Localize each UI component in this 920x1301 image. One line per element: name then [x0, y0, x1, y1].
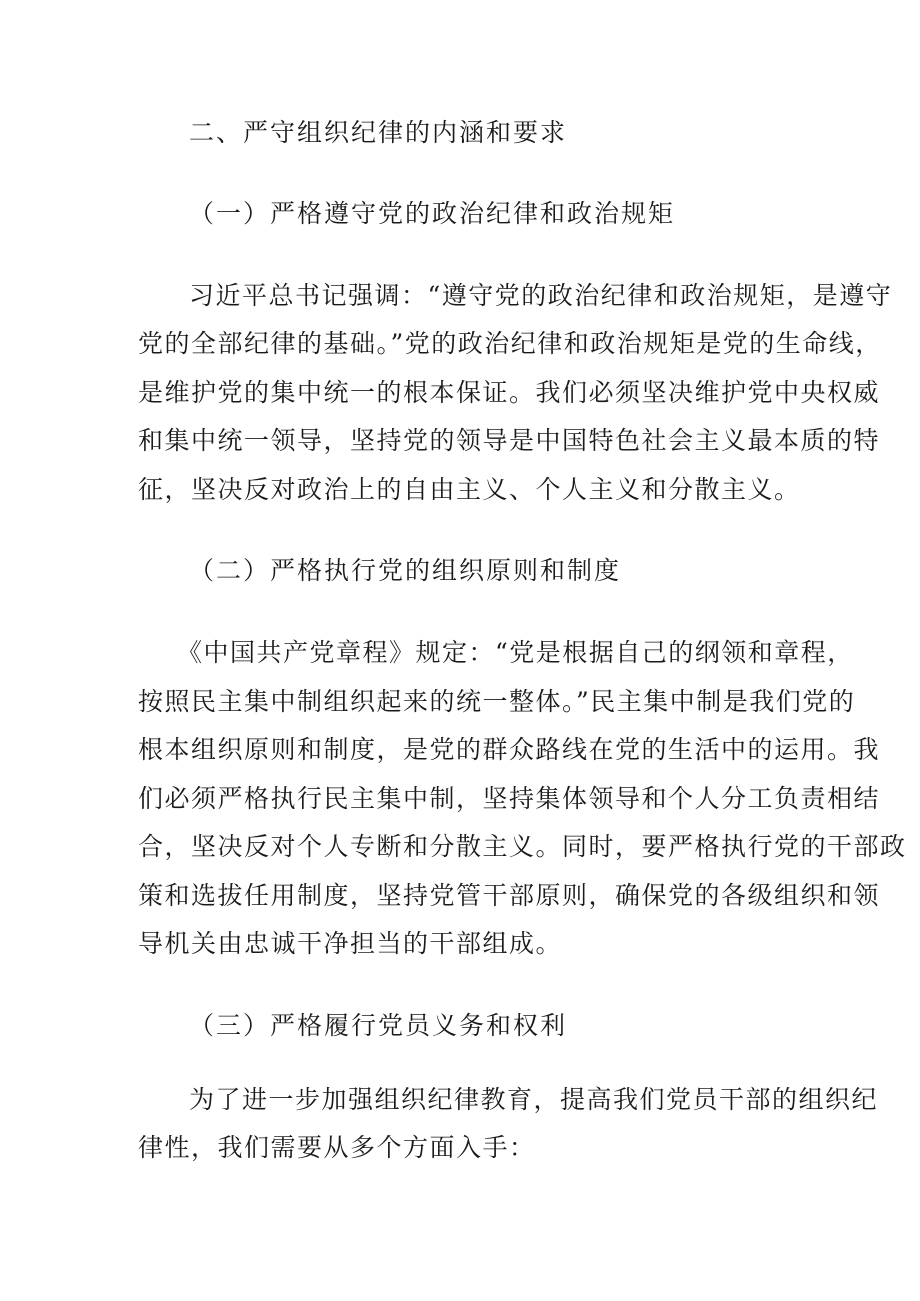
- paragraph-3-line-2: 律性，我们需要从多个方面入手：: [138, 1133, 536, 1162]
- paragraph-2-line-7: 导机关由忠诚干净担当的干部组成。: [138, 929, 563, 958]
- section-title: 二、严守组织纪律的内涵和要求: [189, 118, 568, 147]
- subsection-3-heading: （三）严格履行党员义务和权利: [189, 1011, 568, 1040]
- paragraph-2-line-5: 合，坚决反对个人专断和分散主义。同时，要严格执行党的干部政: [138, 832, 907, 861]
- paragraph-2-line-4: 们必须严格执行民主集中制，坚持集体领导和个人分工负责相结: [138, 784, 881, 813]
- paragraph-3-line-1: 为了进一步加强组织纪律教育，提高我们党员干部的组织纪: [189, 1085, 879, 1114]
- paragraph-1-line-2: 党的全部纪律的基础。”党的政治纪律和政治规矩是党的生命线，: [138, 329, 882, 358]
- subsection-2-heading: （二）严格执行党的组织原则和制度: [189, 556, 622, 585]
- paragraph-2-line-3: 根本组织原则和制度，是党的群众路线在党的生活中的运用。我: [138, 735, 881, 764]
- subsection-1-heading: （一）严格遵守党的政治纪律和政治规矩: [189, 199, 676, 228]
- paragraph-1-line-1: 习近平总书记强调：“遵守党的政治纪律和政治规矩，是遵守: [189, 281, 893, 310]
- paragraph-1-line-3: 是维护党的集中统一的根本保证。我们必须坚决维护党中央权威: [138, 378, 881, 407]
- paragraph-1-line-5: 征，坚决反对政治上的自由主义、个人主义和分散主义。: [138, 475, 801, 504]
- paragraph-1-line-4: 和集中统一领导，坚持党的领导是中国特色社会主义最本质的特: [138, 426, 881, 455]
- paragraph-2-line-6: 策和选拔任用制度，坚持党管干部原则，确保党的各级组织和领: [138, 881, 881, 910]
- paragraph-2-line-1: 《中国共产党章程》规定：“党是根据自己的纲领和章程，: [177, 638, 854, 667]
- paragraph-2-line-2: 按照民主集中制组织起来的统一整体。”民主集中制是我们党的: [138, 687, 856, 716]
